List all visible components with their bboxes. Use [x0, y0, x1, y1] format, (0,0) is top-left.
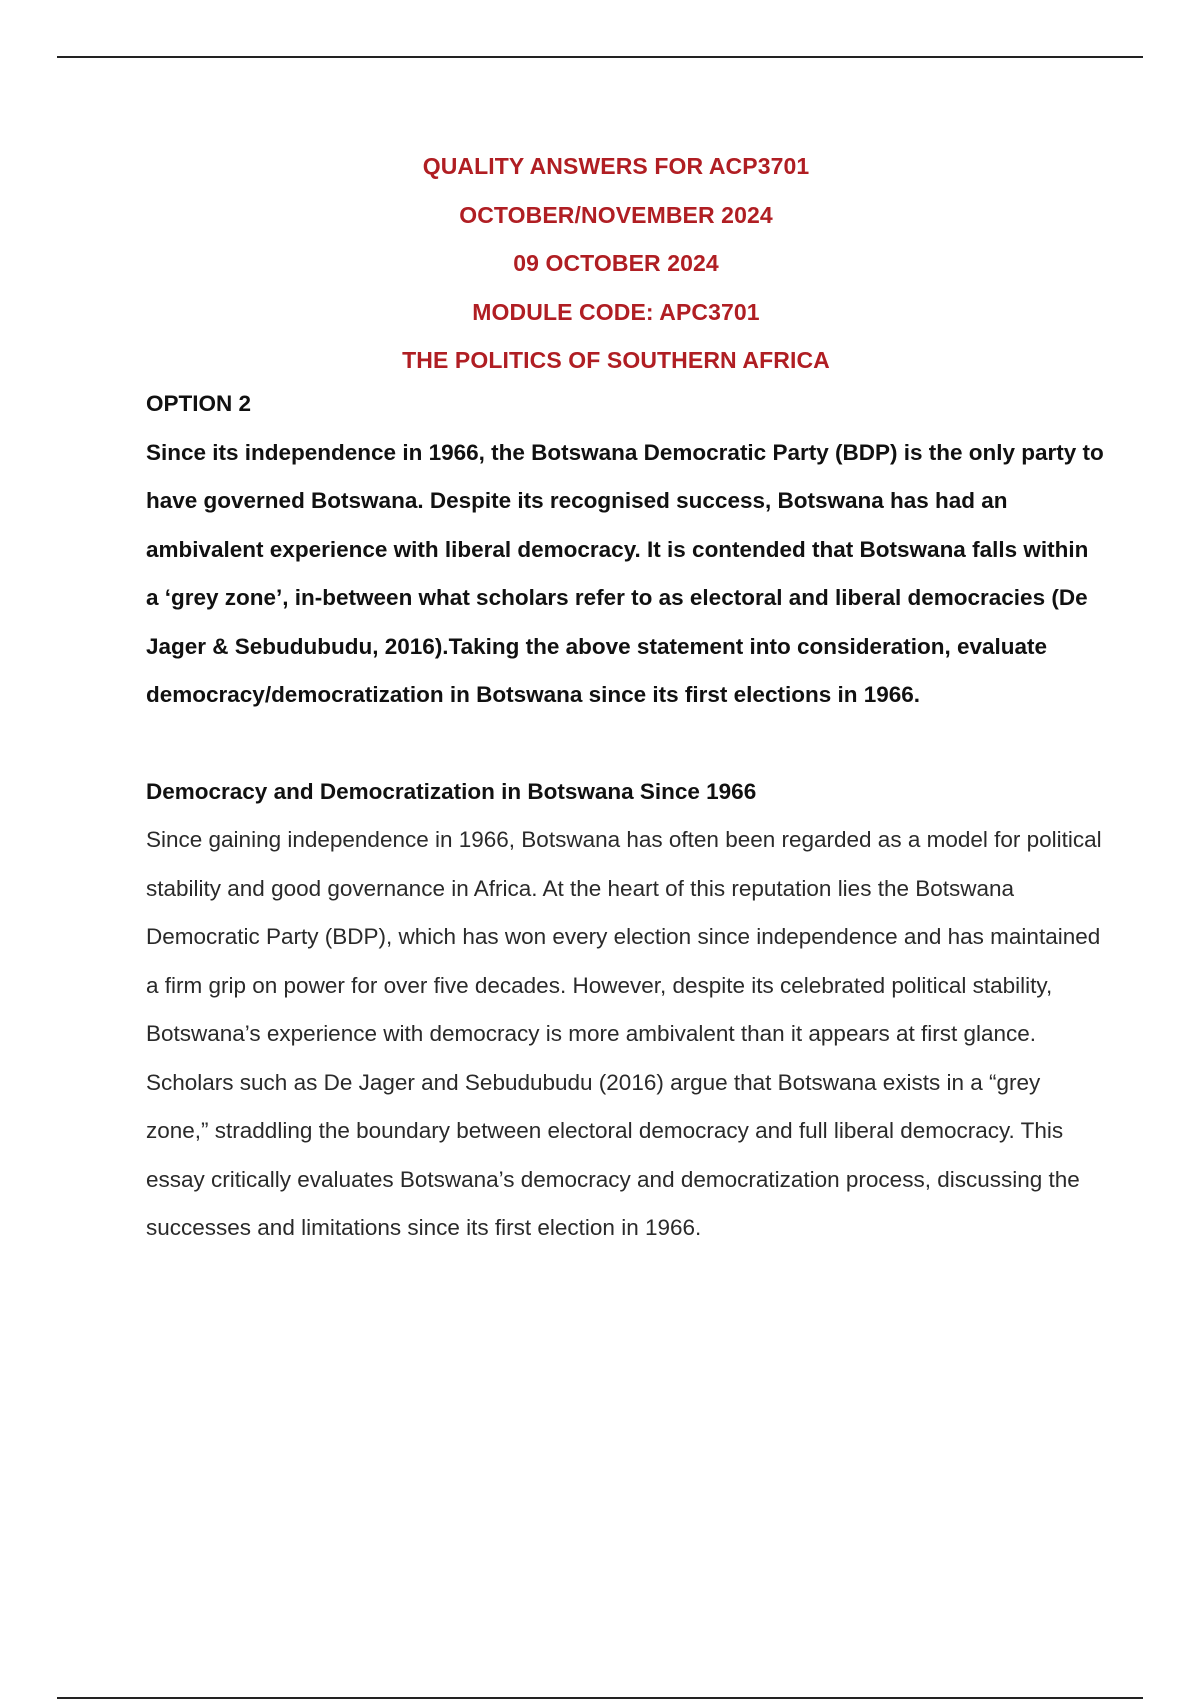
bottom-rule: [57, 1697, 1143, 1699]
option-label: OPTION 2: [146, 391, 252, 416]
header-date: 09 OCTOBER 2024: [513, 250, 719, 276]
header-module-name: THE POLITICS OF SOUTHERN AFRICA: [402, 347, 830, 373]
header-module-code: MODULE CODE: APC3701: [472, 298, 760, 325]
spacer: [146, 720, 1106, 768]
essay-paragraph: Since gaining independence in 1966, Botswana has often been regarded as a model for political stability and good governance in Africa. At the heart of this reputation lies the Botswana Democratic Party (BDP), which has won every election since independence and has maintained a firm grip on power for over five decades. However, despite its celebrated political stability, Botswana’s experience with democracy is more ambivalent than it appears at first glance. Scholars such as De Jager and Sebudubudu (2016) argue that Botswana exists in a “grey zone,” straddling the boundary between electoral democracy and full liberal democracy. This essay critically evaluates Botswana’s democracy and democratization process, discussing the successes and limitations since its first election in 1966.: [146, 827, 1102, 1240]
header-title: QUALITY ANSWERS FOR ACP3701: [422, 153, 810, 179]
question-text: Since its independence in 1966, the Botswana Democratic Party (BDP) is the only party to have governed Botswana. Despite its recognised success, Botswana has had an ambivalent experience with liberal democracy. It is contended that Botswana falls within a ‘grey zone’, in-between what scholars refer to as electoral and liberal democracies (De Jager & Sebudubudu, 2016).Taking the above statement into consideration, evaluate democracy/democratization in Botswana since its first elections in 1966.: [146, 439, 1104, 707]
essay-heading: Democracy and Democratization in Botswana Since 1966: [146, 778, 757, 804]
header-exam-period: OCTOBER/NOVEMBER 2024: [459, 201, 773, 228]
document-header: [146, 142, 1086, 385]
top-rule: [57, 56, 1143, 58]
document-body: [146, 380, 1106, 1253]
